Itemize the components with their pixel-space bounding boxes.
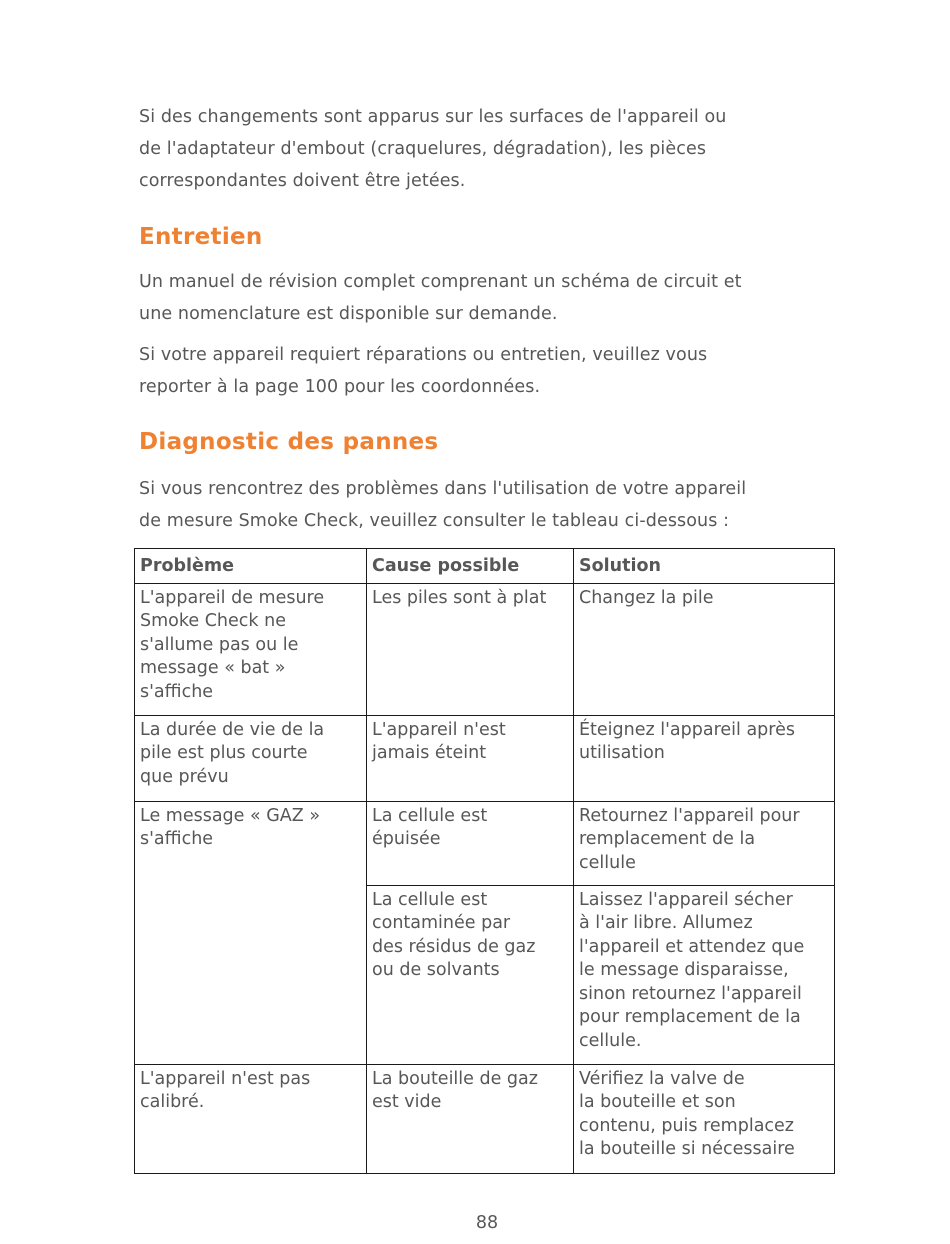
cell-line: Les piles sont à plat <box>372 587 547 608</box>
cell-line: La bouteille de gaz <box>372 1068 538 1089</box>
cell-solution <box>574 1064 835 1173</box>
cell-line: à l'air libre. Allumez <box>579 913 753 933</box>
header-cause: Cause possible <box>367 549 574 584</box>
cell-line: Smoke Check ne <box>140 611 286 631</box>
cell-solution <box>574 583 835 715</box>
cell-line: s'allume pas ou le <box>140 634 299 655</box>
cell-line: cellule. <box>579 1030 642 1051</box>
cell-solution <box>574 801 835 885</box>
troubleshooting-intro <box>139 473 859 537</box>
cell-line: remplacement de la <box>579 829 756 849</box>
text-line: Un manuel de révision complet comprenant un schéma de circuit et <box>139 272 742 292</box>
cell-line: pile est plus courte <box>140 743 308 763</box>
cell-line: épuisée <box>372 829 441 849</box>
cell-cause <box>367 583 574 715</box>
text-line: de mesure Smoke Check, veuillez consulter le tableau ci-dessous : <box>139 511 730 531</box>
cell-cause <box>367 885 574 1064</box>
cell-line: l'appareil et attendez que <box>579 936 805 957</box>
section-heading-troubleshooting: Diagnostic des pannes <box>139 429 439 455</box>
table-row <box>135 583 835 715</box>
section-heading-maintenance: Entretien <box>139 224 263 250</box>
cell-cause <box>367 715 574 801</box>
header-problem: Problème <box>135 549 367 584</box>
cell-line: pour remplacement de la <box>579 1007 801 1027</box>
table-header-row <box>135 549 835 584</box>
table-row <box>135 1064 835 1173</box>
cell-cause <box>367 801 574 885</box>
cell-line: la bouteille et son <box>579 1092 736 1112</box>
cell-line: La cellule est <box>372 805 488 826</box>
cell-line: s'affiche <box>140 829 214 849</box>
cell-line: Le message « GAZ » <box>140 805 321 826</box>
cell-line: est vide <box>372 1092 442 1112</box>
text-line: Si des changements sont apparus sur les surfaces de l'appareil ou <box>139 107 727 127</box>
maintenance-paragraph-1 <box>139 266 859 330</box>
maintenance-paragraph-2 <box>139 339 859 403</box>
table-row <box>135 801 835 885</box>
troubleshooting-table-container <box>134 548 835 1174</box>
cell-cause <box>367 1064 574 1173</box>
cell-line: des résidus de gaz <box>372 936 536 957</box>
cell-line: message « bat » <box>140 658 286 678</box>
cell-line: contenu, puis remplacez <box>579 1115 794 1136</box>
header-solution: Solution <box>574 549 835 584</box>
text-line: de l'adaptateur d'embout (craquelures, dégradation), les pièces <box>139 139 707 159</box>
cell-solution <box>574 885 835 1064</box>
cell-line: Retournez l'appareil pour <box>579 805 800 826</box>
cell-problem <box>135 801 367 1064</box>
text-line: Si votre appareil requiert réparations ou entretien, veuillez vous <box>139 345 708 365</box>
cell-line: le message disparaisse, <box>579 960 789 980</box>
text-line: reporter à la page 100 pour les coordonnées. <box>139 377 541 397</box>
cell-problem <box>135 715 367 801</box>
cell-problem <box>135 1064 367 1173</box>
cell-line: Vérifiez la valve de <box>579 1068 745 1089</box>
cell-line: ou de solvants <box>372 960 500 980</box>
cell-line: Éteignez l'appareil après <box>579 719 795 740</box>
cell-line: Laissez l'appareil sécher <box>579 889 793 910</box>
cell-solution <box>574 715 835 801</box>
intro-paragraph <box>139 101 859 197</box>
cell-line: calibré. <box>140 1092 205 1112</box>
cell-line: sinon retournez l'appareil <box>579 983 802 1004</box>
table-row <box>135 715 835 801</box>
cell-line: Changez la pile <box>579 587 714 608</box>
text-line: correspondantes doivent être jetées. <box>139 171 466 191</box>
cell-line: L'appareil n'est pas <box>140 1068 311 1089</box>
cell-line: s'affiche <box>140 681 214 702</box>
cell-line: L'appareil de mesure <box>140 587 325 608</box>
cell-line: jamais éteint <box>372 743 487 763</box>
cell-line: L'appareil n'est <box>372 719 506 740</box>
text-line: une nomenclature est disponible sur demande. <box>139 304 558 324</box>
page-number: 88 <box>475 1213 499 1233</box>
cell-line: La durée de vie de la <box>140 719 325 740</box>
troubleshooting-table <box>134 548 835 1174</box>
cell-line: La cellule est <box>372 889 488 910</box>
cell-line: la bouteille si nécessaire <box>579 1139 795 1159</box>
cell-line: cellule <box>579 852 636 873</box>
cell-problem <box>135 583 367 715</box>
cell-line: utilisation <box>579 743 665 763</box>
text-line: Si vous rencontrez des problèmes dans l'utilisation de votre appareil <box>139 479 747 499</box>
cell-line: que prévu <box>140 766 229 787</box>
cell-line: contaminée par <box>372 913 511 933</box>
